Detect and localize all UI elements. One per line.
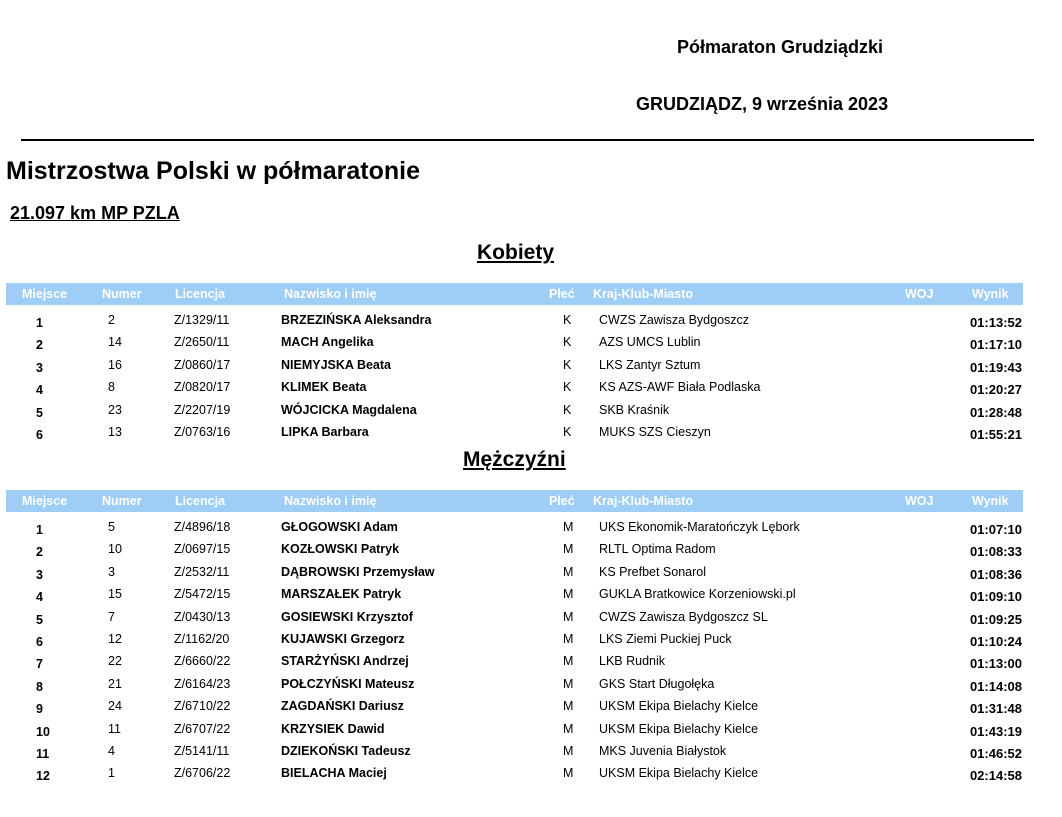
name-cell: DZIEKOŃSKI Tadeusz (281, 743, 411, 758)
license-cell: Z/2207/19 (174, 402, 231, 417)
sex-cell: M (563, 766, 574, 781)
result-cell: 01:28:48 (969, 404, 1022, 420)
name-cell: STARŻYŃSKI Andrzej (281, 654, 409, 669)
sex-cell: K (563, 380, 572, 395)
sex-cell: K (563, 424, 572, 439)
name-cell: POŁCZYŃSKI Mateusz (281, 676, 415, 691)
col-club: Kraj-Klub-Miasto (593, 494, 693, 508)
name-cell: BRZEZIŃSKA Aleksandra (281, 313, 432, 327)
name-cell: KUJAWSKI Grzegorz (281, 631, 405, 646)
license-cell: Z/0820/17 (174, 380, 231, 395)
result-cell: 01:43:19 (969, 723, 1022, 739)
sex-cell: M (563, 542, 574, 557)
place-cell: 5 (36, 612, 43, 627)
club-cell: RLTL Optima Radom (599, 542, 716, 557)
place-cell: 5 (36, 405, 43, 420)
club-cell: UKSM Ekipa Bielachy Kielce (599, 721, 759, 736)
license-cell: Z/0860/17 (174, 357, 231, 372)
col-license: Licencja (175, 287, 226, 301)
table-row (6, 331, 1023, 353)
col-woj: WOJ (905, 494, 934, 508)
place-cell: 7 (36, 657, 43, 672)
name-cell: LIPKA Barbara (281, 424, 369, 439)
event-place-date: GRUDZIĄDZ, 9 września 2023 (636, 94, 889, 114)
place-cell: 6 (36, 634, 43, 649)
name-cell: KOZŁOWSKI Patryk (281, 542, 400, 557)
result-cell: 01:46:52 (969, 745, 1022, 761)
name-cell: MACH Angelika (281, 335, 374, 350)
name-cell: KLIMEK Beata (281, 380, 367, 395)
name-cell: GOSIEWSKI Krzysztof (281, 609, 413, 624)
license-cell: Z/4896/18 (174, 520, 231, 534)
license-cell: Z/6707/22 (174, 721, 231, 736)
club-cell: LKS Ziemi Puckiej Puck (599, 631, 732, 646)
place-cell: 4 (36, 383, 43, 398)
club-cell: UKS Ekonomik-Maratończyk Lębork (599, 520, 800, 534)
number-cell: 1 (108, 766, 115, 781)
result-cell: 01:20:27 (969, 382, 1022, 398)
license-cell: Z/0430/13 (174, 609, 231, 624)
license-cell: Z/6710/22 (174, 699, 231, 714)
col-license: Licencja (175, 494, 226, 508)
women-table-header (6, 283, 1023, 305)
col-club: Kraj-Klub-Miasto (593, 287, 693, 301)
number-cell: 3 (108, 564, 115, 579)
col-name: Nazwisko i imię (284, 494, 377, 508)
sex-cell: K (563, 402, 572, 417)
sex-cell: M (563, 587, 574, 602)
col-number: Numer (102, 494, 142, 508)
result-cell: 01:07:10 (969, 522, 1022, 537)
table-row (6, 516, 1023, 538)
result-cell: 01:17:10 (969, 337, 1022, 353)
table-row (6, 650, 1023, 672)
col-woj: WOJ (905, 287, 934, 301)
result-cell: 01:19:43 (969, 359, 1022, 375)
name-cell: DĄBROWSKI Przemysław (281, 564, 435, 579)
col-sex: Płeć (549, 494, 575, 508)
name-cell: GŁOGOWSKI Adam (281, 520, 398, 534)
sex-cell: M (563, 564, 574, 579)
club-cell: GKS Start Długołęka (599, 676, 715, 691)
women-table-body (6, 309, 1023, 443)
table-row (6, 628, 1023, 650)
table-row (6, 421, 1023, 443)
sex-cell: M (563, 609, 574, 624)
col-place: Miejsce (22, 494, 68, 508)
header-divider (21, 139, 1034, 141)
name-cell: KRZYSIEK Dawid (281, 721, 385, 736)
col-result: Wynik (972, 494, 1009, 508)
result-cell: 01:09:10 (969, 589, 1022, 605)
table-row (6, 309, 1023, 331)
sex-cell: M (563, 743, 574, 758)
club-cell: MUKS SZS Cieszyn (599, 424, 711, 439)
place-cell: 3 (36, 567, 43, 582)
license-cell: Z/1329/11 (174, 313, 230, 327)
col-sex: Płeć (549, 287, 575, 301)
name-cell: ZAGDAŃSKI Dariusz (281, 699, 404, 714)
place-cell: 9 (36, 702, 43, 717)
license-cell: Z/2532/11 (174, 564, 230, 579)
sex-cell: M (563, 721, 574, 736)
result-cell: 02:14:58 (969, 768, 1022, 784)
result-cell: 01:55:21 (969, 426, 1022, 442)
place-cell: 1 (36, 316, 43, 330)
sex-cell: K (563, 335, 572, 350)
license-cell: Z/6164/23 (174, 676, 231, 691)
result-cell: 01:08:36 (969, 566, 1022, 582)
sex-cell: M (563, 699, 574, 714)
license-cell: Z/2650/11 (174, 335, 230, 350)
license-cell: Z/6706/22 (174, 766, 231, 781)
table-row (6, 606, 1023, 628)
men-table-body (6, 516, 1023, 785)
table-row (6, 538, 1023, 560)
number-cell: 21 (108, 676, 122, 691)
result-cell: 01:13:52 (969, 315, 1022, 330)
result-cell: 01:09:25 (969, 611, 1022, 627)
club-cell: MKS Juvenia Białystok (599, 743, 727, 758)
page-title: Mistrzostwa Polski w półmaratonie (6, 157, 420, 185)
number-cell: 7 (108, 609, 115, 624)
col-number: Numer (102, 287, 142, 301)
place-cell: 12 (36, 769, 50, 784)
club-cell: LKB Rudnik (599, 654, 666, 669)
number-cell: 10 (108, 542, 122, 557)
club-cell: LKS Zantyr Sztum (599, 357, 701, 372)
license-cell: Z/0697/15 (174, 542, 231, 557)
place-cell: 3 (36, 360, 43, 375)
license-cell: Z/5472/15 (174, 587, 231, 602)
result-cell: 01:31:48 (969, 701, 1022, 717)
result-cell: 01:08:33 (969, 544, 1022, 560)
number-cell: 5 (108, 520, 115, 534)
table-row (6, 583, 1023, 605)
table-row (6, 376, 1023, 398)
license-cell: Z/1162/20 (174, 631, 230, 646)
table-row (6, 399, 1023, 421)
sex-cell: M (563, 654, 574, 669)
sex-cell: K (563, 357, 572, 372)
table-row (6, 762, 1023, 784)
club-cell: UKSM Ekipa Bielachy Kielce (599, 766, 759, 781)
place-cell: 2 (36, 338, 43, 353)
number-cell: 13 (108, 424, 122, 439)
col-result: Wynik (972, 287, 1009, 301)
name-cell: MARSZAŁEK Patryk (281, 587, 402, 602)
result-cell: 01:10:24 (969, 633, 1022, 649)
table-row (6, 354, 1023, 376)
number-cell: 2 (108, 313, 115, 327)
name-cell: NIEMYJSKA Beata (281, 357, 391, 372)
club-cell: KS AZS-AWF Biała Podlaska (599, 380, 761, 395)
place-cell: 1 (36, 523, 43, 537)
number-cell: 11 (108, 721, 121, 736)
number-cell: 24 (108, 699, 122, 714)
sex-cell: M (563, 520, 574, 534)
number-cell: 12 (108, 631, 122, 646)
sex-cell: M (563, 676, 574, 691)
sex-cell: M (563, 631, 574, 646)
table-row (6, 695, 1023, 717)
col-place: Miejsce (22, 287, 68, 301)
club-cell: SKB Kraśnik (599, 402, 670, 417)
place-cell: 2 (36, 545, 43, 560)
number-cell: 16 (108, 357, 122, 372)
club-cell: KS Prefbet Sonarol (599, 564, 707, 579)
result-cell: 01:14:08 (969, 678, 1022, 694)
event-name: Półmaraton Grudziądzki (677, 37, 884, 57)
place-cell: 8 (36, 679, 43, 694)
table-row (6, 673, 1023, 695)
name-cell: BIELACHA Maciej (281, 766, 387, 781)
number-cell: 8 (108, 380, 115, 395)
table-row (6, 561, 1023, 583)
place-cell: 10 (36, 724, 50, 739)
col-name: Nazwisko i imię (284, 287, 377, 301)
license-cell: Z/5141/11 (174, 743, 230, 758)
license-cell: Z/6660/22 (174, 654, 231, 669)
number-cell: 4 (108, 743, 115, 758)
number-cell: 15 (108, 587, 122, 602)
distance-subtitle: 21.097 km MP PZLA (10, 203, 180, 223)
club-cell: UKSM Ekipa Bielachy Kielce (599, 699, 759, 714)
women-heading: Kobiety (477, 241, 555, 264)
men-table-header (6, 490, 1023, 512)
license-cell: Z/0763/16 (174, 424, 231, 439)
number-cell: 22 (108, 654, 122, 669)
club-cell: CWZS Zawisza Bydgoszcz SL (599, 609, 768, 624)
name-cell: WÓJCICKA Magdalena (281, 402, 417, 417)
place-cell: 6 (36, 427, 43, 442)
table-row (6, 740, 1023, 762)
result-cell: 01:13:00 (969, 656, 1022, 672)
number-cell: 23 (108, 402, 122, 417)
sex-cell: K (563, 313, 572, 327)
place-cell: 11 (36, 746, 50, 761)
number-cell: 14 (108, 335, 122, 350)
club-cell: CWZS Zawisza Bydgoszcz (599, 313, 750, 327)
men-heading: Mężczyźni (463, 448, 566, 471)
place-cell: 4 (36, 590, 43, 605)
table-row (6, 718, 1023, 740)
club-cell: AZS UMCS Lublin (599, 335, 701, 350)
club-cell: GUKLA Bratkowice Korzeniowski.pl (599, 587, 796, 602)
